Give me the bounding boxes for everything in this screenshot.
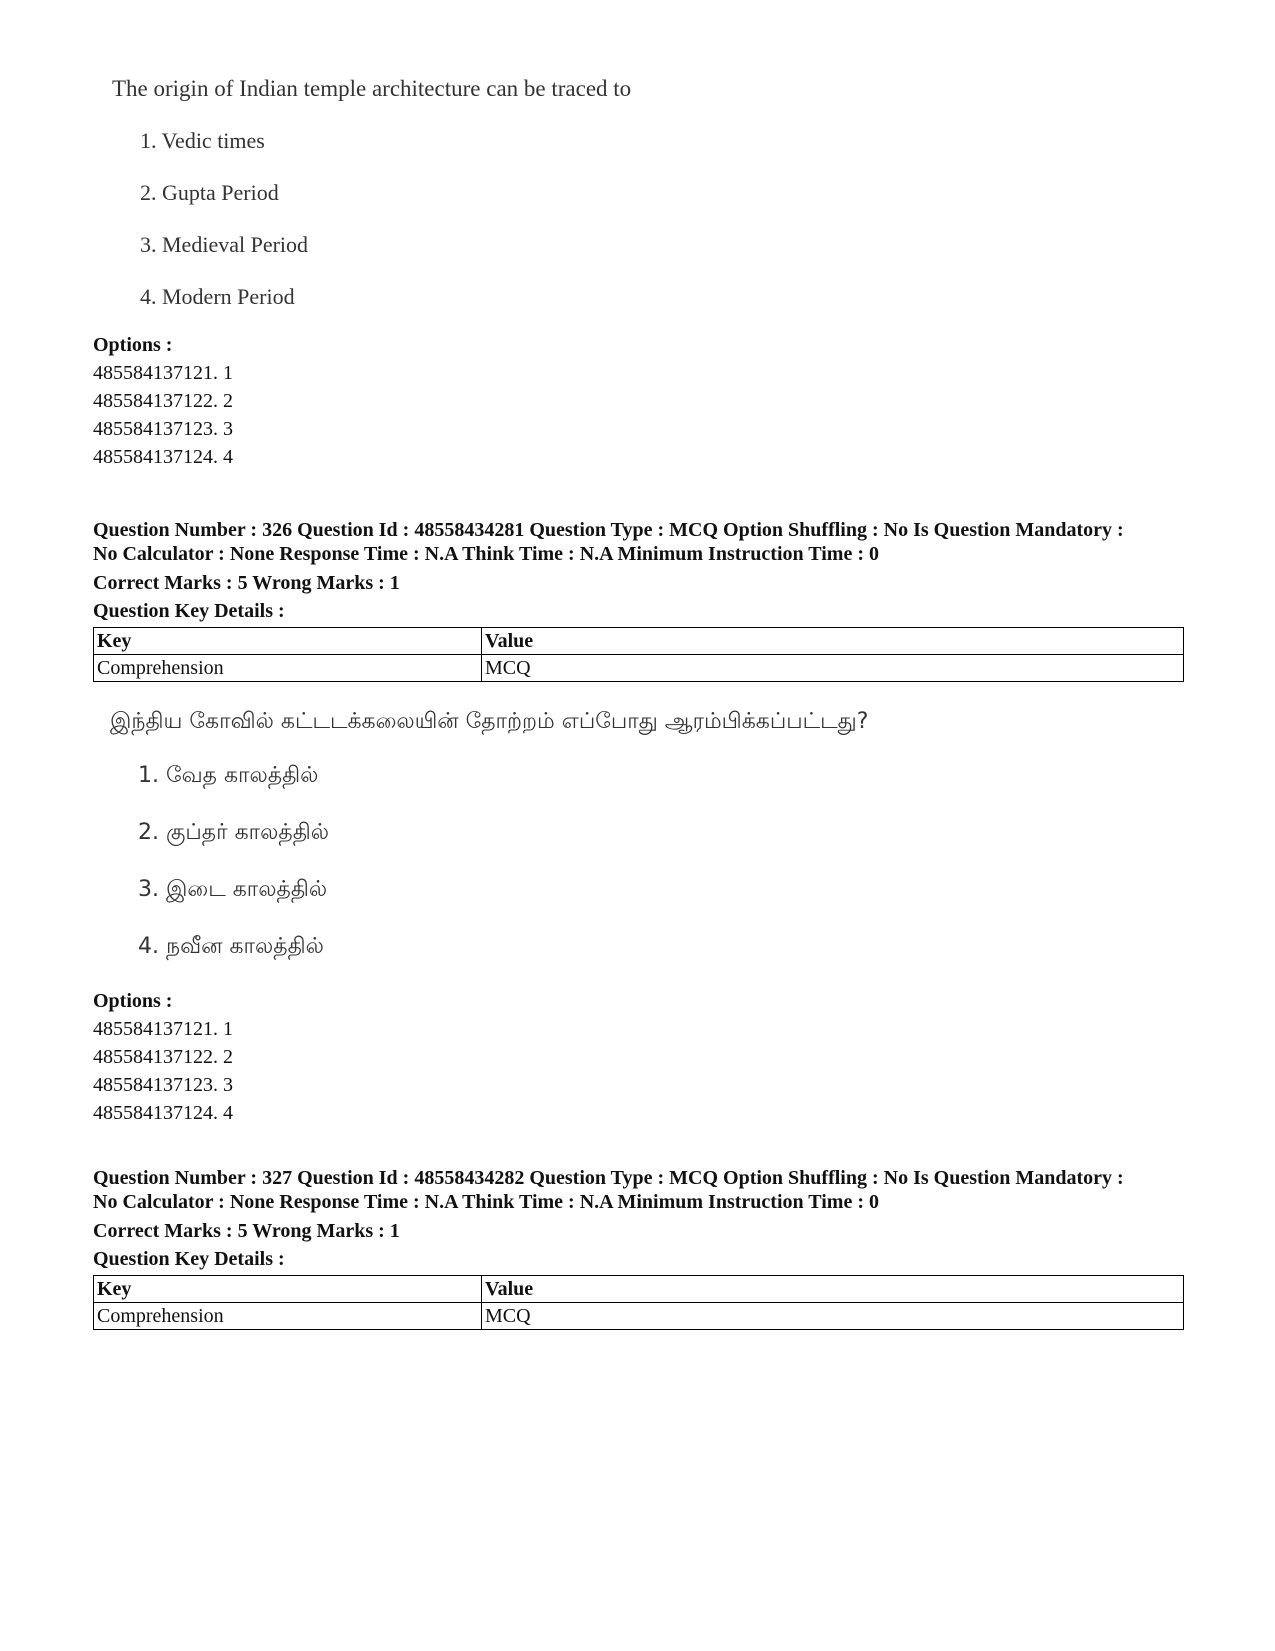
choice-4: 4. Modern Period [140, 284, 295, 309]
question-meta-line1: Question Number : 326 Question Id : 48558434281 Question Type : MCQ Option Shuffling : No Is Question Mandatory : [93, 519, 1124, 541]
choice-1: 1. Vedic times [140, 128, 265, 153]
option-item: 485584137124. 4 [93, 1102, 233, 1124]
table-header-value: Value [482, 628, 1184, 655]
option-item: 485584137124. 4 [93, 446, 233, 468]
table-header-row [94, 628, 1184, 655]
table-header-key: Key [94, 1276, 482, 1303]
question-stem-english: The origin of Indian temple architecture can be traced to [112, 76, 632, 101]
choice-3: 3. Medieval Period [140, 232, 309, 257]
choice-2: 2. குப்தர் காலத்தில் [138, 820, 330, 845]
table-row [94, 1303, 1184, 1330]
key-details-label: Question Key Details : [93, 600, 285, 622]
options-label: Options : [93, 990, 173, 1012]
options-label: Options : [93, 334, 173, 356]
table-cell-value: MCQ [482, 1303, 1184, 1330]
choice-1: 1. வேத காலத்தில் [138, 763, 319, 788]
table-header-key: Key [94, 628, 482, 655]
choice-2: 2. Gupta Period [140, 180, 279, 205]
table-cell-key: Comprehension [94, 1303, 482, 1330]
table-header-row [94, 1276, 1184, 1303]
option-item: 485584137123. 3 [93, 1074, 233, 1096]
key-details-label: Question Key Details : [93, 1248, 285, 1270]
question-meta-line1: Question Number : 327 Question Id : 48558434282 Question Type : MCQ Option Shuffling : No Is Question Mandatory : [93, 1167, 1124, 1189]
key-details-table [93, 627, 1184, 682]
question-meta-line2: No Calculator : None Response Time : N.A Think Time : N.A Minimum Instruction Time : 0 [93, 1191, 879, 1213]
choice-4: 4. நவீன காலத்தில் [138, 934, 324, 959]
question-meta-line2: No Calculator : None Response Time : N.A Think Time : N.A Minimum Instruction Time : 0 [93, 543, 879, 565]
table-cell-key: Comprehension [94, 655, 482, 682]
question-stem-tamil: இந்திய கோவில் கட்டடக்கலையின் தோற்றம் எப்போது ஆரம்பிக்கப்பட்டது? [110, 709, 869, 734]
option-item: 485584137121. 1 [93, 362, 233, 384]
marks-line: Correct Marks : 5 Wrong Marks : 1 [93, 572, 400, 594]
option-item: 485584137122. 2 [93, 1046, 233, 1068]
option-item: 485584137123. 3 [93, 418, 233, 440]
key-details-table [93, 1275, 1184, 1330]
table-row [94, 655, 1184, 682]
option-item: 485584137121. 1 [93, 1018, 233, 1040]
marks-line: Correct Marks : 5 Wrong Marks : 1 [93, 1220, 400, 1242]
table-header-value: Value [482, 1276, 1184, 1303]
question-meta [93, 518, 1193, 566]
question-meta [93, 1166, 1193, 1214]
choice-3: 3. இடை காலத்தில் [138, 877, 328, 902]
option-item: 485584137122. 2 [93, 390, 233, 412]
table-cell-value: MCQ [482, 655, 1184, 682]
